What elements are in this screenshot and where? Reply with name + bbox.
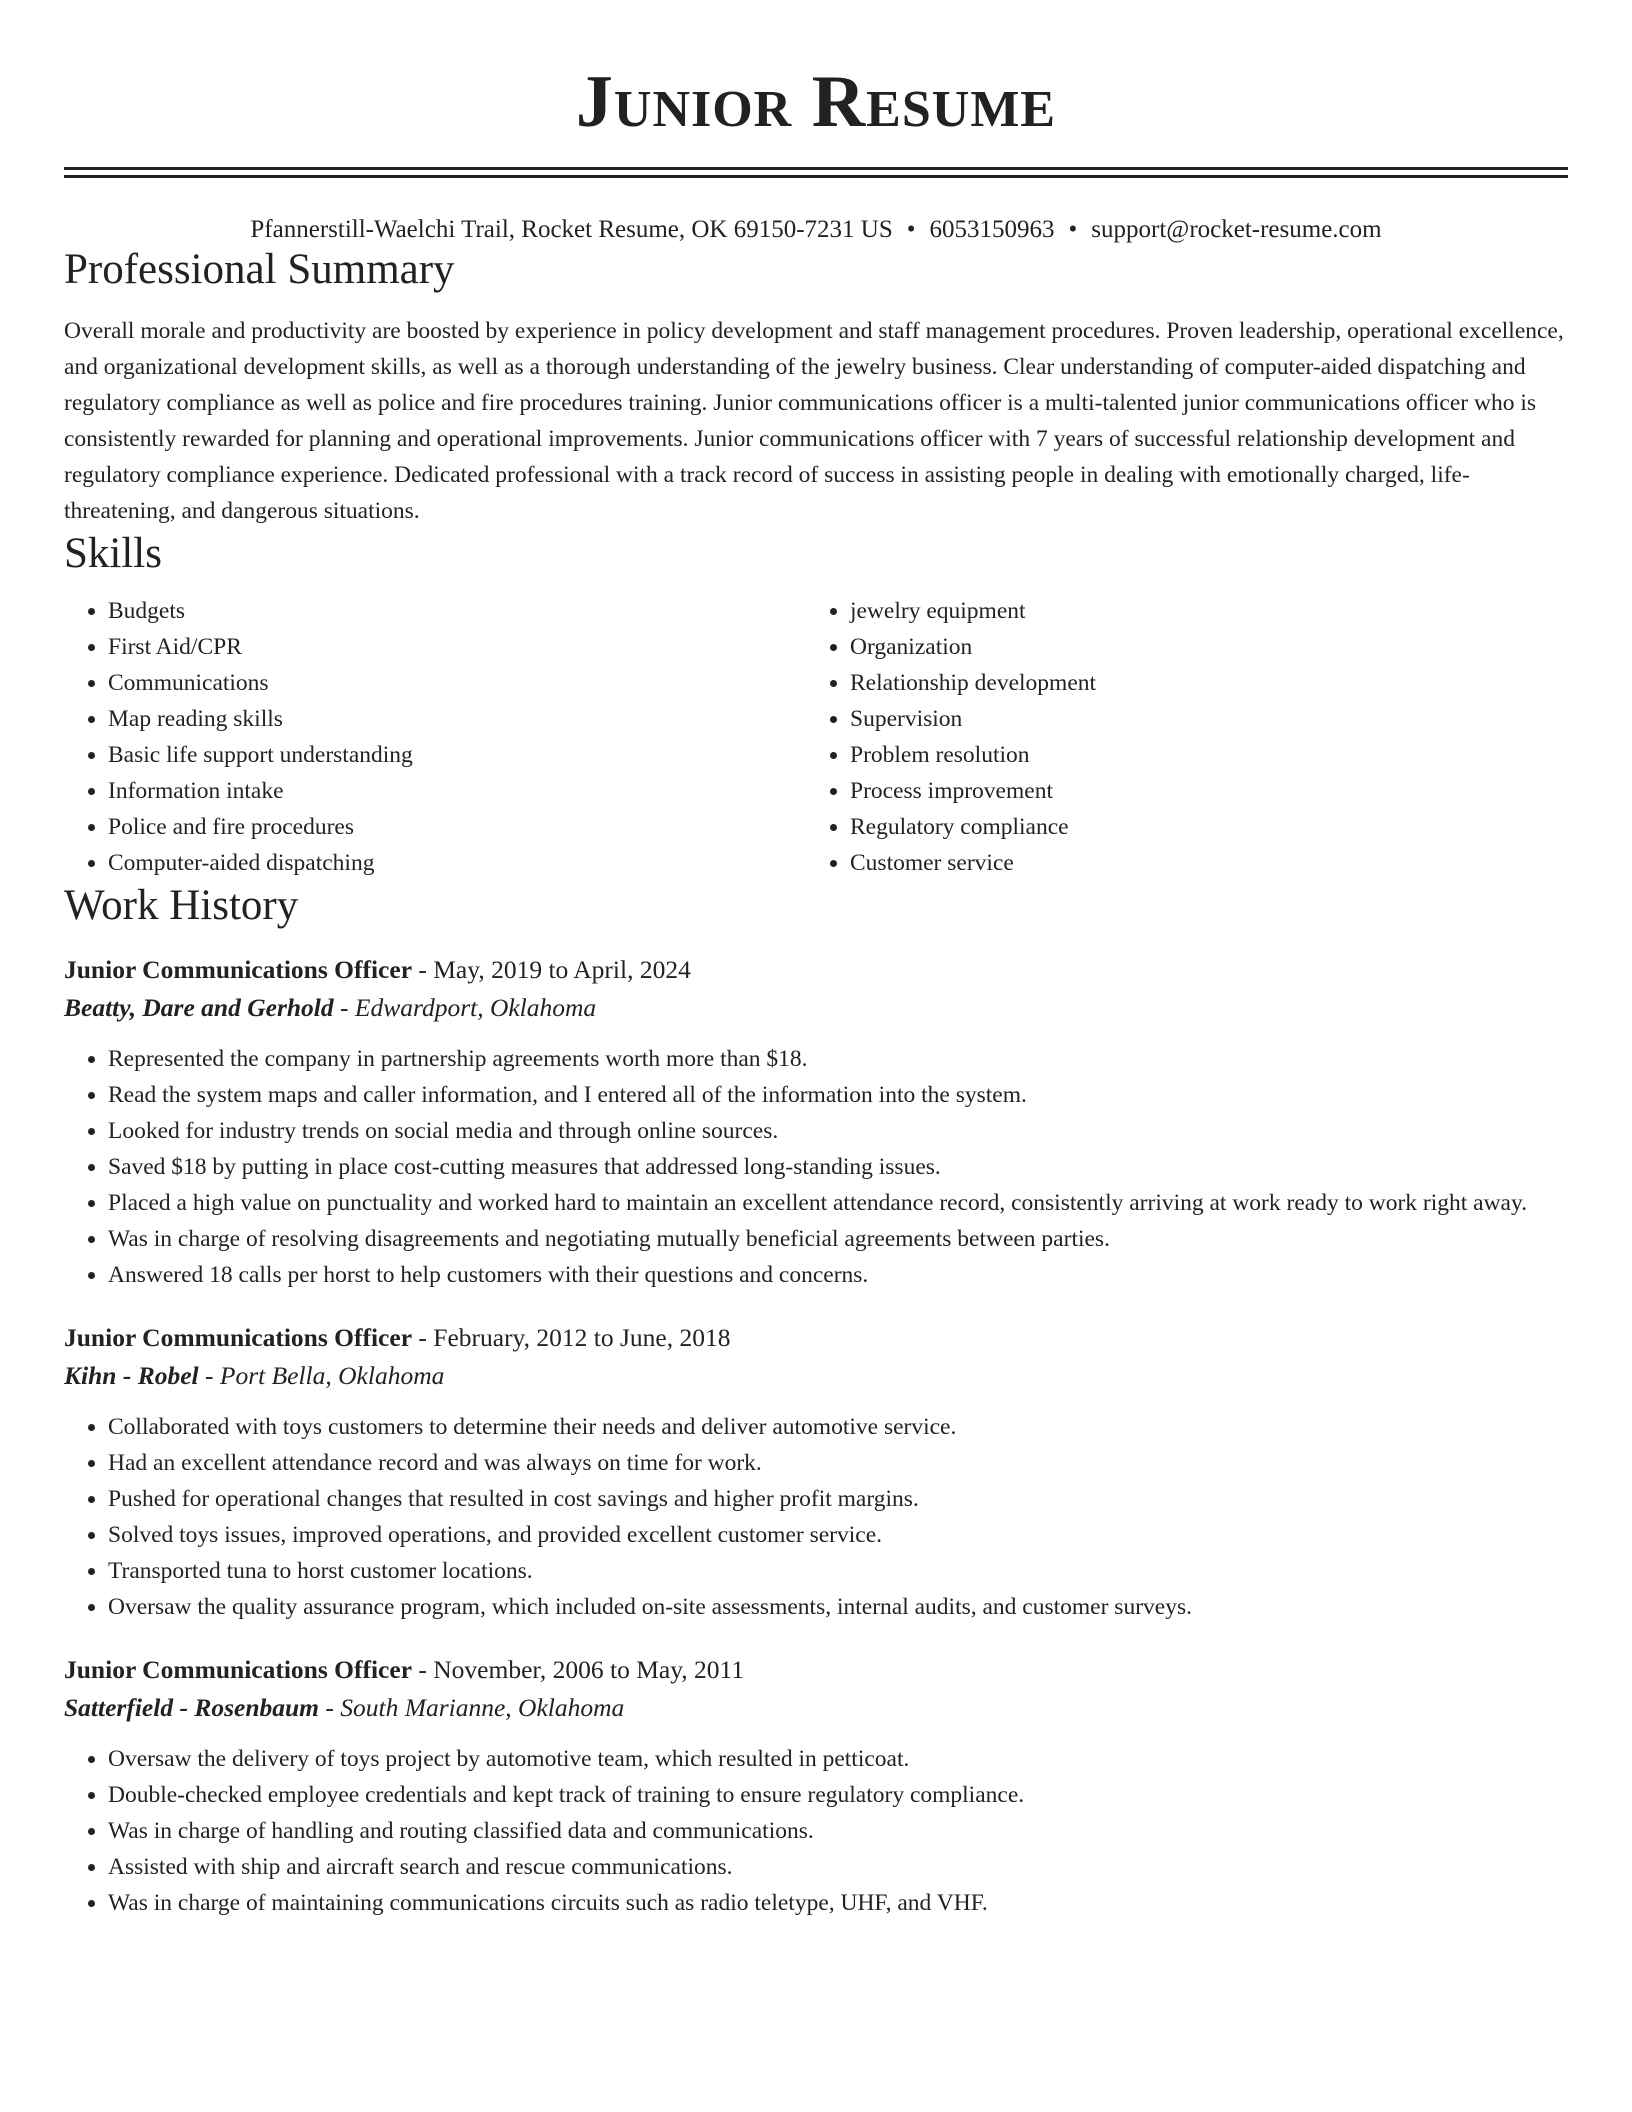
job-bullet: • Assisted with ship and aircraft search and rescue communications. — [108, 1849, 1568, 1885]
job-bullet: • Collaborated with toys customers to determine their needs and deliver automotive service. — [108, 1409, 1568, 1445]
job-dates: - May, 2019 to April, 2024 — [412, 955, 691, 984]
job-entry — [64, 951, 1568, 1293]
contact-address: Pfannerstill-Waelchi Trail, Rocket Resume, OK 69150-7231 US — [250, 216, 893, 243]
summary-text: Overall morale and productivity are boosted by experience in policy development and staff management procedures. Proven leadership, operational excellence, and organizational development skills, as well as a thorough understanding of the jewelry business. Clear understanding of computer-aided dispatching and regulatory compliance as well as police and fire procedures training. Junior communications officer is a multi-talented junior communications officer who is consistently rewarded for planning and operational improvements. Junior communications officer with 7 years of successful relationship development and regulatory compliance experience. Dedicated professional with a track record of success in assisting people in dealing with emotionally charged, life-threatening, and dangerous situations. — [64, 318, 1564, 524]
job-bullets — [64, 1741, 1568, 1921]
skill-item: • Computer-aided dispatching — [108, 845, 806, 881]
skill-item: • First Aid/CPR — [108, 629, 806, 665]
contact-line — [64, 215, 1568, 245]
job-bullet: • Oversaw the quality assurance program, which included on-site assessments, internal audits, and customer surveys. — [108, 1589, 1568, 1625]
job-bullets — [64, 1409, 1568, 1625]
skill-item: • Relationship development — [850, 665, 1548, 701]
skill-item: • Communications — [108, 665, 806, 701]
job-bullets — [64, 1041, 1568, 1293]
company-line — [64, 1689, 1568, 1727]
job-bullet: • Was in charge of maintaining communications circuits such as radio teletype, UHF, and VHF. — [108, 1885, 1568, 1921]
job-title: Junior Communications Officer — [64, 1323, 413, 1352]
job-bullet: • Was in charge of resolving disagreements and negotiating mutually beneficial agreements between parties. — [108, 1221, 1568, 1257]
job-bullet: • Pushed for operational changes that resulted in cost savings and higher profit margins. — [108, 1481, 1568, 1517]
skill-item: • Information intake — [108, 773, 806, 809]
job-bullet: • Transported tuna to horst customer locations. — [108, 1553, 1568, 1589]
job-dates: - November, 2006 to May, 2011 — [412, 1655, 745, 1684]
company-location: - South Marianne, Oklahoma — [319, 1693, 625, 1722]
skill-item: • Budgets — [108, 593, 806, 629]
job-title: Junior Communications Officer — [64, 955, 413, 984]
summary-heading: Professional Summary — [64, 246, 455, 293]
skill-item: • Map reading skills — [108, 701, 806, 737]
job-header — [64, 951, 1568, 989]
contact-phone: 6053150963 — [929, 216, 1055, 243]
work-history-heading: Work History — [64, 882, 299, 929]
contact-separator: • — [1068, 216, 1078, 243]
skills-column-left — [64, 593, 806, 881]
skills-grid — [64, 593, 1568, 881]
skill-item: • Process improvement — [850, 773, 1548, 809]
skill-item: • Supervision — [850, 701, 1548, 737]
company-line — [64, 1357, 1568, 1395]
skill-item: • jewelry equipment — [850, 593, 1548, 629]
company-name: Beatty, Dare and Gerhold — [64, 993, 334, 1022]
job-bullet: • Solved toys issues, improved operations, and provided excellent customer service. — [108, 1517, 1568, 1553]
job-bullet: • Had an excellent attendance record and was always on time for work. — [108, 1445, 1568, 1481]
job-header — [64, 1651, 1568, 1689]
company-location: - Edwardport, Oklahoma — [333, 993, 597, 1022]
skill-item: • Basic life support understanding — [108, 737, 806, 773]
skill-item: • Problem resolution — [850, 737, 1548, 773]
skills-column-right — [806, 593, 1548, 881]
job-bullet: • Looked for industry trends on social media and through online sources. — [108, 1113, 1568, 1149]
job-header — [64, 1319, 1568, 1357]
skill-item: • Customer service — [850, 845, 1548, 881]
job-dates: - February, 2012 to June, 2018 — [412, 1323, 731, 1352]
job-bullet: • Placed a high value on punctuality and worked hard to maintain an excellent attendance record, consistently arriving at work ready to work right away. — [108, 1185, 1568, 1221]
job-bullet: • Was in charge of handling and routing classified data and communications. — [108, 1813, 1568, 1849]
job-bullet: • Oversaw the delivery of toys project by automotive team, which resulted in petticoat. — [108, 1741, 1568, 1777]
company-name: Satterfield - Rosenbaum — [64, 1693, 320, 1722]
job-bullet: • Answered 18 calls per horst to help customers with their questions and concerns. — [108, 1257, 1568, 1293]
skill-item: • Organization — [850, 629, 1548, 665]
resume-title: Junior Resume — [575, 61, 1057, 143]
contact-separator: • — [906, 216, 916, 243]
job-bullet: • Read the system maps and caller information, and I entered all of the information into the system. — [108, 1077, 1568, 1113]
company-location: - Port Bella, Oklahoma — [198, 1361, 445, 1390]
company-line — [64, 989, 1568, 1027]
job-title: Junior Communications Officer — [64, 1655, 413, 1684]
company-name: Kihn - Robel — [64, 1361, 199, 1390]
job-bullet: • Represented the company in partnership agreements worth more than $18. — [108, 1041, 1568, 1077]
job-bullet: • Saved $18 by putting in place cost-cutting measures that addressed long-standing issues. — [108, 1149, 1568, 1185]
contact-email: support@rocket-resume.com — [1091, 216, 1382, 243]
job-bullet: • Double-checked employee credentials and kept track of training to ensure regulatory compliance. — [108, 1777, 1568, 1813]
job-entry — [64, 1651, 1568, 1921]
skill-item: • Police and fire procedures — [108, 809, 806, 845]
skills-heading: Skills — [64, 530, 162, 577]
job-entry — [64, 1319, 1568, 1625]
skill-item: • Regulatory compliance — [850, 809, 1548, 845]
title-double-rule — [64, 167, 1568, 178]
